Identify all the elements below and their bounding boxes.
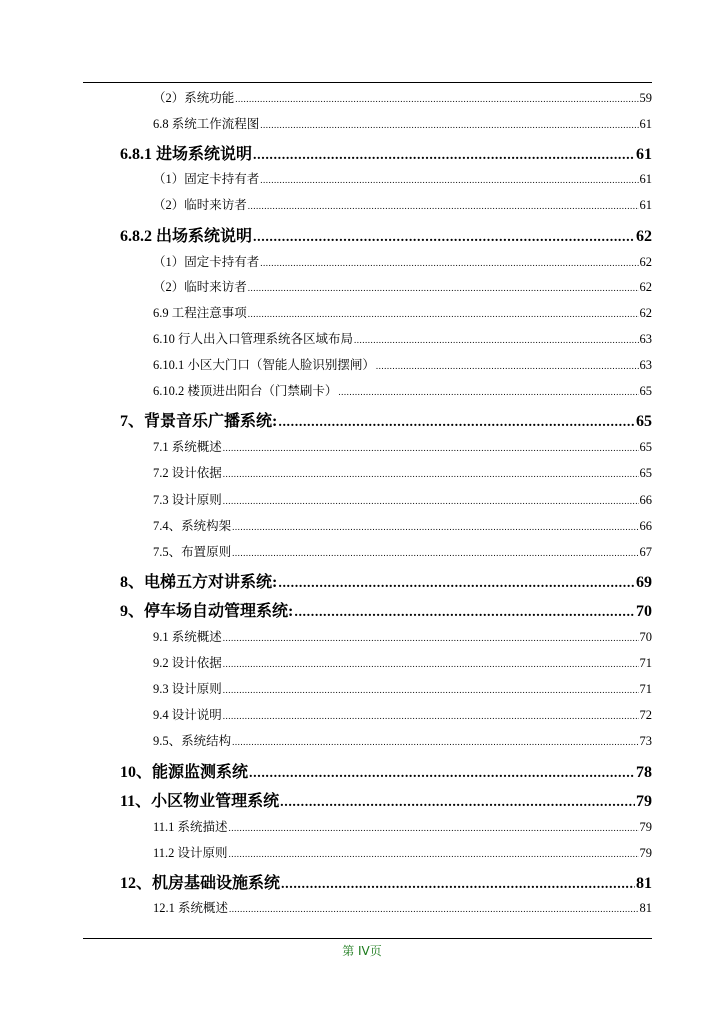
- toc-dot-leader: [223, 496, 639, 506]
- toc-dot-leader: [260, 258, 638, 268]
- toc-dot-leader: [253, 148, 635, 164]
- toc-subentry[interactable]: [153, 114, 652, 132]
- toc-entry-title: 9.2 设计依据: [153, 656, 222, 670]
- toc-subentry[interactable]: [153, 303, 652, 321]
- toc-subentry[interactable]: [153, 817, 652, 835]
- toc-dot-leader: [232, 548, 638, 558]
- toc-page-number: 65: [639, 440, 652, 454]
- toc-page-number: 65: [639, 384, 652, 398]
- toc-page-number: 65: [636, 413, 652, 430]
- toc-page-number: 62: [639, 280, 652, 294]
- toc-entry-title: 9.5、系统结构: [153, 734, 232, 748]
- toc-subentry[interactable]: [153, 277, 652, 295]
- toc-dot-leader: [223, 659, 639, 669]
- toc-page-number: 79: [639, 820, 652, 834]
- toc-subentry[interactable]: [153, 381, 652, 399]
- toc-entry-title: （2）临时来访者: [153, 280, 247, 294]
- toc-page-number: 62: [636, 228, 652, 245]
- toc-page-number: 61: [636, 146, 652, 163]
- toc-entry-title: 6.10.1 小区大门口（智能人脸识别摆闸）: [153, 358, 375, 372]
- toc-dot-leader: [229, 904, 638, 914]
- toc-dot-leader: [229, 823, 639, 833]
- toc-page-number: 63: [639, 332, 652, 346]
- toc-subentry[interactable]: [153, 252, 652, 270]
- toc-subentry[interactable]: [153, 653, 652, 671]
- toc-dot-leader: [232, 522, 638, 532]
- toc-page-number: 69: [636, 574, 652, 591]
- toc-dot-leader: [223, 711, 639, 721]
- page-number-footer: 第 IV页: [342, 944, 382, 958]
- toc-page-number: 66: [639, 493, 652, 507]
- toc-subentry[interactable]: [153, 88, 652, 106]
- toc-dot-leader: [278, 576, 635, 592]
- toc-dot-leader: [376, 361, 639, 371]
- toc-dot-leader: [223, 443, 639, 453]
- toc-subentry[interactable]: [153, 843, 652, 861]
- toc-dot-leader: [232, 737, 638, 747]
- toc-page-number: 72: [639, 708, 652, 722]
- toc-dot-leader: [229, 849, 639, 859]
- toc-entry-title: 7.2 设计依据: [153, 466, 222, 480]
- toc-entry-title: 11.2 设计原则: [153, 846, 228, 860]
- toc-subentry[interactable]: [153, 490, 652, 508]
- toc-heading-entry[interactable]: [120, 788, 652, 811]
- toc-entry-title: 7、背景音乐广播系统:: [120, 413, 278, 430]
- toc-dot-leader: [278, 415, 635, 431]
- toc-entry-title: 9.4 设计说明: [153, 708, 222, 722]
- toc-dot-leader: [354, 335, 638, 345]
- toc-subentry[interactable]: [153, 627, 652, 645]
- toc-dot-leader: [248, 309, 639, 319]
- toc-dot-leader: [280, 795, 635, 811]
- toc-heading-entry[interactable]: [120, 759, 652, 782]
- toc-heading-entry[interactable]: [120, 141, 652, 164]
- toc-entry-title: 9、停车场自动管理系统:: [120, 603, 294, 620]
- toc-heading-entry[interactable]: [120, 223, 652, 246]
- toc-subentry[interactable]: [153, 731, 652, 749]
- footer-rule: [83, 938, 652, 939]
- toc-entry-title: 7.1 系统概述: [153, 440, 222, 454]
- toc-dot-leader: [248, 201, 639, 211]
- toc-entry-title: 9.1 系统概述: [153, 630, 222, 644]
- toc-subentry[interactable]: [153, 898, 652, 916]
- toc-heading-entry[interactable]: [120, 569, 652, 592]
- toc-page-number: 70: [636, 603, 652, 620]
- toc-subentry[interactable]: [153, 329, 652, 347]
- toc-page-number: 59: [639, 91, 652, 105]
- toc-entry-title: 6.10 行人出入口管理系统各区域布局: [153, 332, 354, 346]
- toc-subentry[interactable]: [153, 355, 652, 373]
- toc-entry-title: （2）系统功能: [153, 91, 235, 105]
- toc-dot-leader: [260, 175, 638, 185]
- toc-entry-title: 10、能源监测系统: [120, 764, 249, 781]
- toc-entry-title: 8、电梯五方对讲系统:: [120, 574, 278, 591]
- toc-dot-leader: [338, 387, 638, 397]
- toc-heading-entry[interactable]: [120, 870, 652, 893]
- toc-dot-leader: [235, 94, 638, 104]
- toc-entry-title: 6.8.1 进场系统说明: [120, 146, 253, 163]
- toc-entry-title: 6.8 系统工作流程图: [153, 117, 260, 131]
- toc-page-number: 62: [639, 306, 652, 320]
- toc-entry-title: 7.5、布置原则: [153, 545, 232, 559]
- toc-subentry[interactable]: [153, 169, 652, 187]
- toc-dot-leader: [281, 877, 635, 893]
- toc-entry-title: 12、机房基础设施系统: [120, 875, 281, 892]
- toc-entry-title: 9.3 设计原则: [153, 682, 222, 696]
- toc-dot-leader: [260, 120, 638, 130]
- toc-dot-leader: [223, 633, 639, 643]
- toc-entry-title: 7.4、系统构架: [153, 519, 232, 533]
- toc-subentry[interactable]: [153, 437, 652, 455]
- toc-subentry[interactable]: [153, 516, 652, 534]
- toc-page-number: 61: [639, 117, 652, 131]
- toc-subentry[interactable]: [153, 679, 652, 697]
- toc-page-number: 73: [639, 734, 652, 748]
- toc-entry-title: （1）固定卡持有者: [153, 172, 260, 186]
- toc-subentry[interactable]: [153, 705, 652, 723]
- toc-entry-title: 6.8.2 出场系统说明: [120, 228, 253, 245]
- toc-page-number: 62: [639, 255, 652, 269]
- toc-subentry[interactable]: [153, 542, 652, 560]
- toc-entry-title: 12.1 系统概述: [153, 901, 229, 915]
- toc-heading-entry[interactable]: [120, 598, 652, 621]
- toc-page-number: 78: [636, 764, 652, 781]
- toc-entry-title: （2）临时来访者: [153, 198, 247, 212]
- toc-page-number: 66: [639, 519, 652, 533]
- toc-subentry[interactable]: [153, 463, 652, 481]
- toc-page-number: 70: [639, 630, 652, 644]
- toc-dot-leader: [249, 766, 635, 782]
- toc-page-number: 71: [639, 656, 652, 670]
- toc-page-number: 61: [639, 172, 652, 186]
- toc-dot-leader: [223, 685, 639, 695]
- toc-dot-leader: [248, 283, 639, 293]
- toc-entry-title: 6.9 工程注意事项: [153, 306, 247, 320]
- toc-dot-leader: [294, 605, 635, 621]
- toc-entry-title: 6.10.2 楼顶进出阳台（门禁刷卡）: [153, 384, 338, 398]
- toc-page-number: 81: [639, 901, 652, 915]
- toc-entry-title: （1）固定卡持有者: [153, 255, 260, 269]
- toc-page-number: 79: [636, 793, 652, 810]
- toc-page-number: 67: [639, 545, 652, 559]
- toc-entry-title: 7.3 设计原则: [153, 493, 222, 507]
- toc-dot-leader: [253, 230, 635, 246]
- toc-entry-title: 11、小区物业管理系统: [120, 793, 280, 810]
- toc-dot-leader: [223, 469, 639, 479]
- toc-page-number: 79: [639, 846, 652, 860]
- toc-page-number: 71: [639, 682, 652, 696]
- toc-subentry[interactable]: [153, 195, 652, 213]
- toc-entry-title: 11.1 系统描述: [153, 820, 228, 834]
- toc-page-number: 65: [639, 466, 652, 480]
- toc-heading-entry[interactable]: [120, 408, 652, 431]
- toc-page-number: 61: [639, 198, 652, 212]
- toc-page-number: 81: [636, 875, 652, 892]
- toc-page-number: 63: [639, 358, 652, 372]
